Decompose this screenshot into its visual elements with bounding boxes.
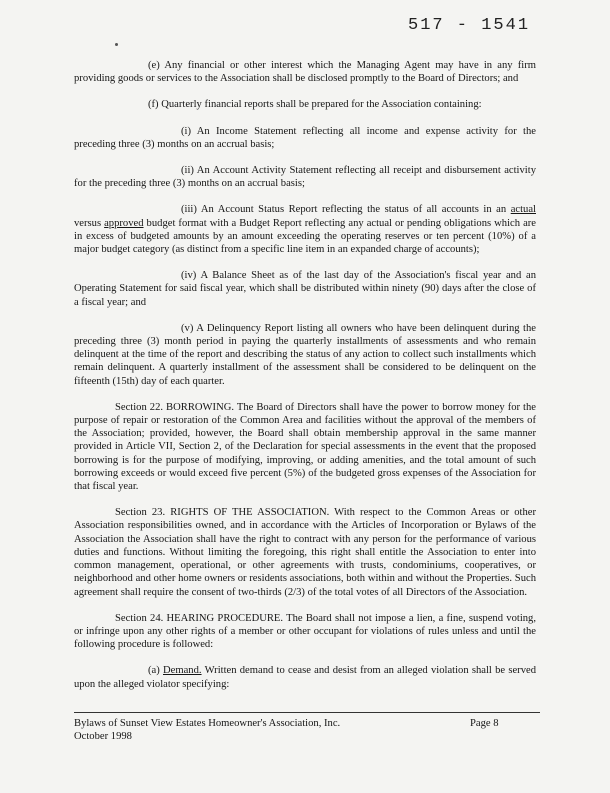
section-23-rights: Section 23. RIGHTS OF THE ASSOCIATION. With respect to the Common Areas or other Association responsibilities owned, and in accordance with the Articles of Incorporation or Bylaws of the Association the Association shall have the right to contract with any person for the performance of various duties and functions. Without limiting the foregoing, this right shall entitle the Association to enter into common management, operational, or other agreements with trusts, condominiums, cooperatives, or neighborhood and other home owners or residents associations, both within and without the Properties. Such agreement shall require the consent of two-thirds (2/3) of the total votes of all Directors of the Association. bbox=[74, 507, 536, 598]
document-number-stamp: 517 - 1541 bbox=[408, 16, 531, 35]
paragraph-v: (v) A Delinquency Report listing all owners who have been delinquent during the preceding three (3) month period in paying the quarterly installments of assessments and who remain delinquent at the time of the report and describing the status of any action to collect such installments which remain delinquent. A quarterly installment of the assessment shall be considered to be delinquent on the fifteenth (15th) day of each quarter. bbox=[74, 322, 536, 387]
paragraph-ii: (ii) An Account Activity Statement reflecting all receipt and disbursement activity for the preceding three (3) months on an accrual basis; bbox=[74, 165, 536, 190]
footer-divider bbox=[74, 712, 540, 713]
footer-page-number: Page 8 bbox=[470, 718, 499, 729]
paragraph-a-text-pre: (a) bbox=[148, 665, 163, 677]
paragraph-i: (i) An Income Statement reflecting all income and expense activity for the preceding three (3) months on an accrual basis; bbox=[74, 125, 536, 150]
underlined-approved: approved bbox=[104, 217, 144, 229]
paragraph-iii-text-post: budget format with a Budget Report reflecting any actual or pending obligations which are in excess of budgeted amounts by an amount exceeding the operating reserves or ten percent (10%) of a major budget category (as distinct from a specific line item in an expanded charge of accounts); bbox=[74, 217, 537, 256]
paragraph-iii bbox=[74, 203, 536, 256]
section-22-borrowing: Section 22. BORROWING. The Board of Directors shall have the power to borrow money for the purpose of repair or restoration of the Common Area and facilities without the approval of the members of the Association; provided, however, the Board shall obtain membership approval in the same manner provided in Article VII, Section 2, of the Declaration for special assessments in the event that the proposed borrowing is for the purpose of modifying, improving, or adding amenities, and the total amount of such borrowing exceeds or would exceed five percent (5%) of the budgeted gross expenses of the Association for that fiscal year. bbox=[74, 401, 536, 493]
footer-document-title: Bylaws of Sunset View Estates Homeowner's Association, Inc. bbox=[74, 718, 341, 729]
paragraph-iii-text-mid: versus bbox=[74, 217, 105, 229]
underlined-demand: Demand. bbox=[163, 665, 202, 677]
scan-speck bbox=[115, 43, 118, 46]
underlined-actual: actual bbox=[510, 204, 536, 216]
paragraph-a-demand bbox=[74, 664, 536, 690]
paragraph-e: (e) Any financial or other interest which the Managing Agent may have in any firm providing goods or services to the Association shall be disclosed promptly to the Board of Directors; and bbox=[74, 60, 536, 85]
paragraph-iv: (iv) A Balance Sheet as of the last day of the Association's fiscal year and an Operating Statement for said fiscal year, which shall be distributed within ninety (90) days after the close of a fiscal year; and bbox=[74, 270, 536, 308]
footer-left bbox=[74, 717, 340, 743]
section-24-hearing-procedure: Section 24. HEARING PROCEDURE. The Board shall not impose a lien, a fine, suspend voting, or infringe upon any other rights of a member or other occupant for violations of rules unless and until the following procedure is followed: bbox=[74, 612, 536, 651]
paragraph-a-text-post: Written demand to cease and desist from an alleged violation shall be served upon the alleged violator specifying: bbox=[74, 665, 536, 690]
footer-date: October 1998 bbox=[74, 731, 132, 742]
document-body bbox=[74, 59, 536, 704]
paragraph-f: (f) Quarterly financial reports shall be prepared for the Association containing: bbox=[148, 99, 482, 111]
paragraph-iii-text-pre: (iii) An Account Status Report reflecting the status of all accounts in an bbox=[181, 204, 511, 216]
